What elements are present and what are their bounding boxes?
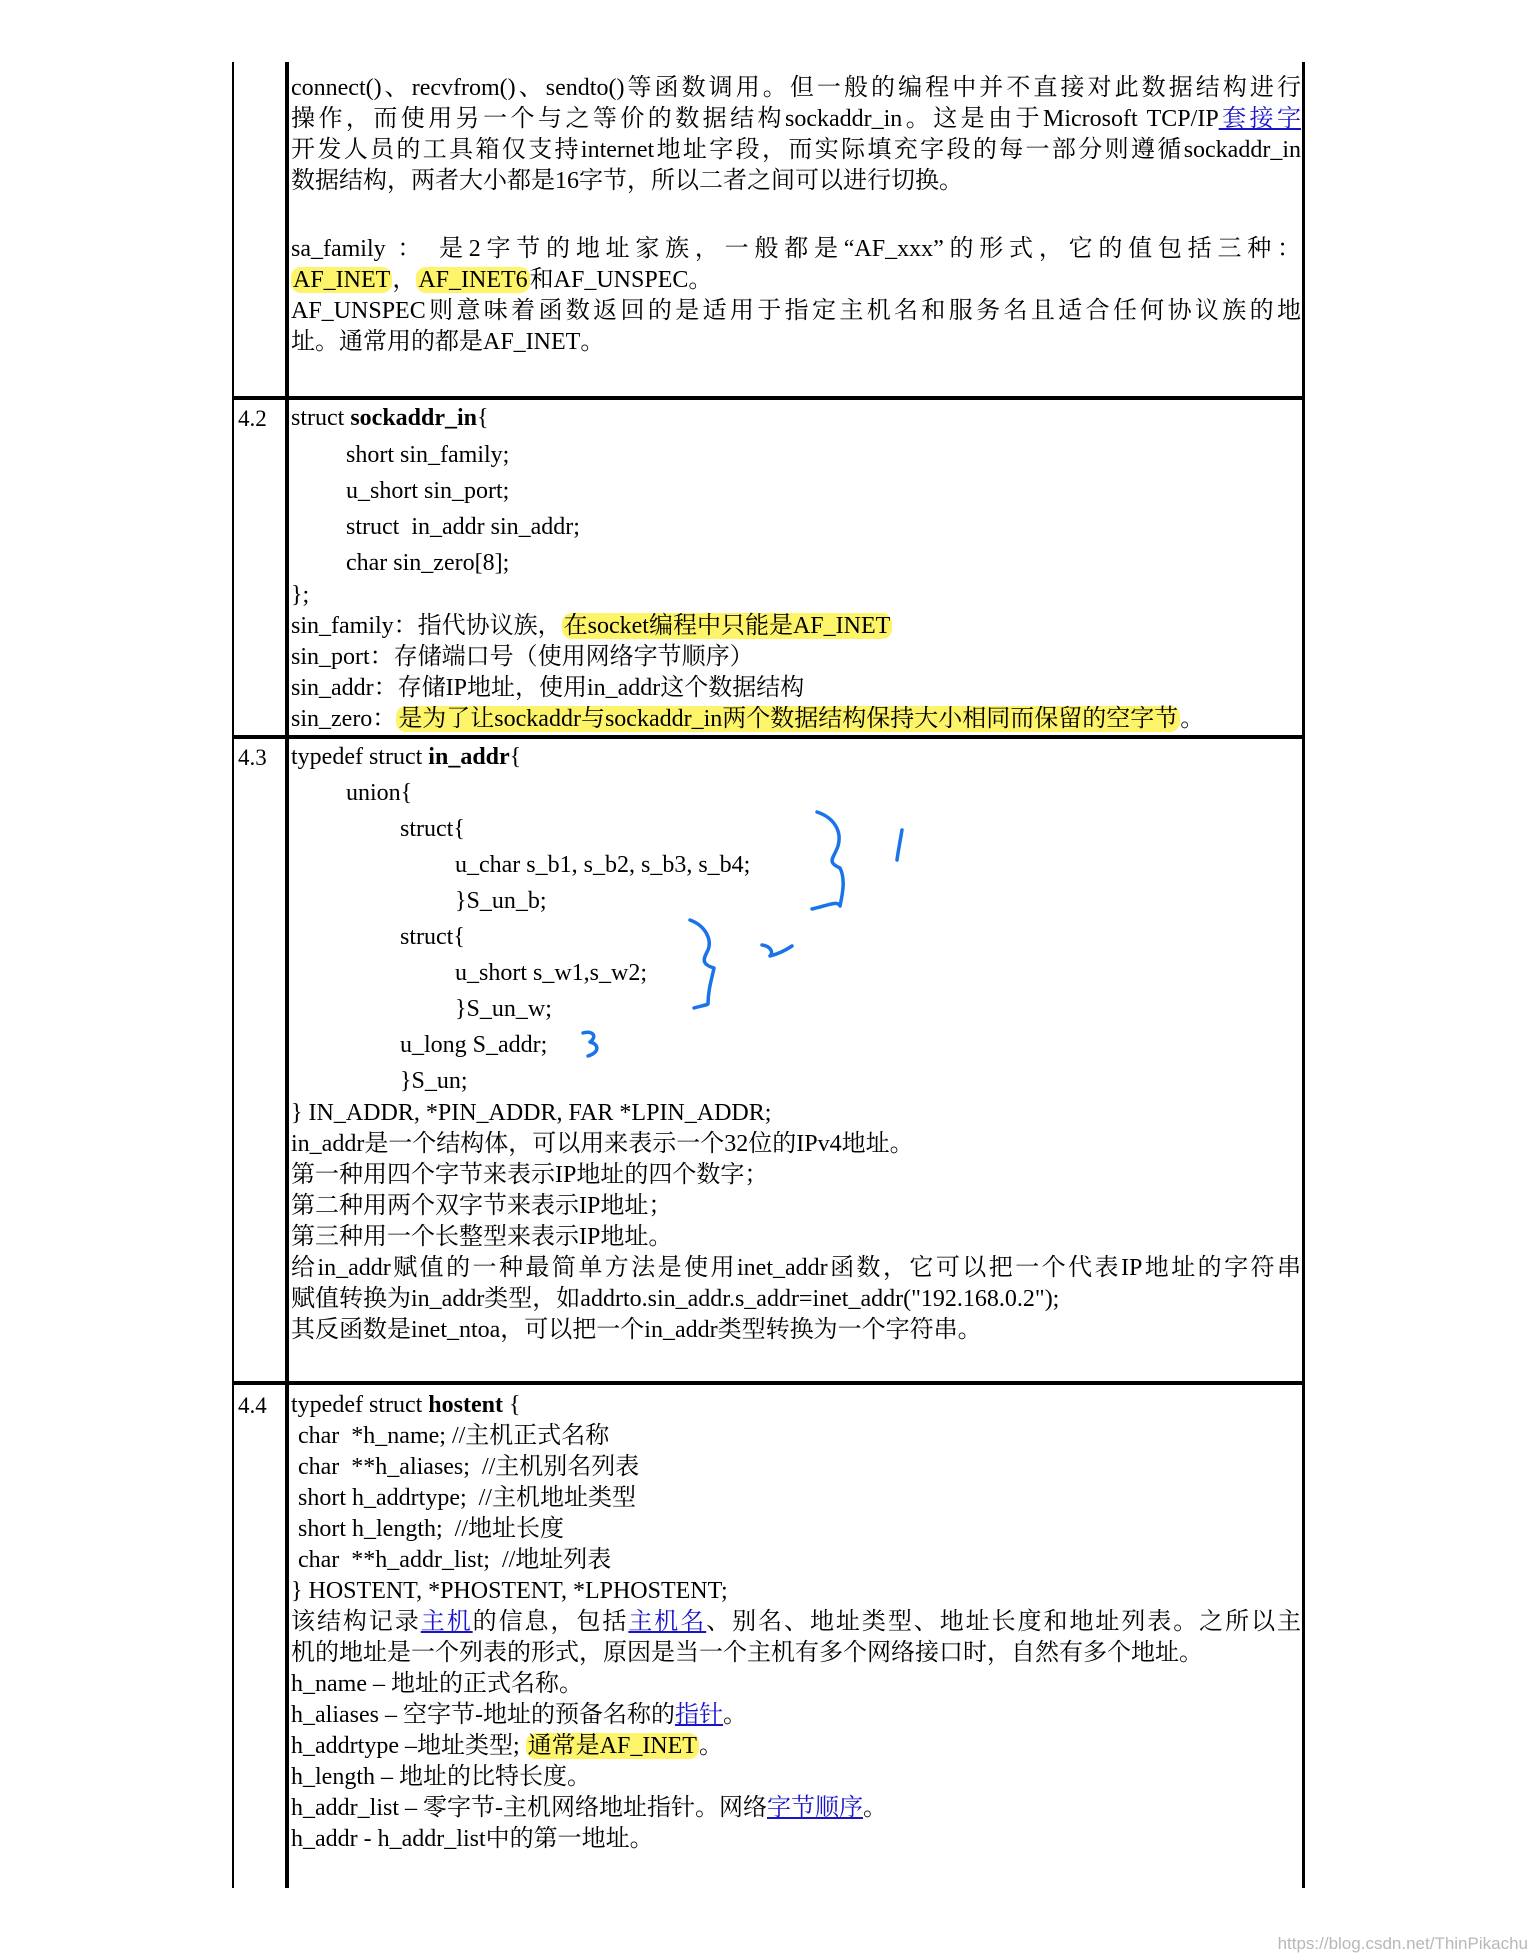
struct-field: u_long S_addr; xyxy=(400,1032,548,1058)
struct-field: char *h_name; //主机正式名称 xyxy=(298,1423,610,1449)
desc-line: 第一种用四个字节来表示IP地址的四个数字； xyxy=(291,1162,769,1188)
struct-close: }; xyxy=(291,582,310,608)
pointer-link[interactable]: 指针 xyxy=(674,1702,723,1728)
desc-line: 赋值转换为in_addr类型，如addrto.sin_addr.s_addr=inet_addr("192.168.0.2"); xyxy=(291,1286,1060,1312)
sa-family-line: sa_family ： 是2字节的地址家族，一般都是“AF_xxx”的形式，它的值包括三种： xyxy=(291,236,1301,262)
struct-close: }S_un_w; xyxy=(455,996,552,1022)
byte-order-link[interactable]: 字节顺序 xyxy=(766,1795,863,1821)
handwritten-two-icon xyxy=(762,945,792,956)
handwritten-one-icon xyxy=(897,830,902,860)
struct-open: struct{ xyxy=(400,816,465,842)
brace-union-w-icon xyxy=(690,920,714,1008)
desc-line: 机的地址是一个列表的形式，原因是当一个主机有多个网络接口时，自然有多个地址。 xyxy=(291,1640,1203,1666)
union-close: }S_un; xyxy=(400,1068,468,1094)
row-divider-4-4 xyxy=(232,1381,1305,1385)
struct-close: }S_un_b; xyxy=(455,888,547,914)
desc-line: 其反函数是inet_ntoa，可以把一个in_addr类型转换为一个字符串。 xyxy=(291,1317,982,1343)
struct-close: } HOSTENT, *PHOSTENT, *LPHOSTENT; xyxy=(291,1578,728,1604)
sin-addr-desc: sin_addr：存储IP地址，使用in_addr这个数据结构 xyxy=(291,675,805,701)
sin-port-desc: sin_port：存储端口号（使用网络字节顺序） xyxy=(291,644,754,670)
sin-family-desc: sin_family：指代协议族，在socket编程中只能是AF_INET xyxy=(291,613,891,639)
h-aliases-desc: h_aliases – 空字节-地址的预备名称的指针。 xyxy=(291,1702,747,1728)
struct-name: hostent xyxy=(428,1392,503,1418)
h-addr-desc: h_addr - h_addr_list中的第一地址。 xyxy=(291,1826,654,1852)
af-values-line: AF_INET，AF_INET6和AF_UNSPEC。 xyxy=(293,267,713,293)
struct-header: struct sockaddr_in{ xyxy=(291,405,489,431)
struct-field: char **h_aliases; //主机别名列表 xyxy=(298,1454,640,1480)
typedef-close: } IN_ADDR, *PIN_ADDR, FAR *LPIN_ADDR; xyxy=(291,1100,772,1126)
h-addr-list-desc: h_addr_list – 零字节-主机网络地址指针。网络字节顺序。 xyxy=(291,1795,887,1821)
union-open: union{ xyxy=(346,780,413,806)
paragraph-line: 操作，而使用另一个与之等价的数据结构sockaddr_in。这是由于Microsoft TCP/IP套接字 xyxy=(291,106,1302,132)
h-name-desc: h_name – 地址的正式名称。 xyxy=(291,1671,583,1697)
struct-name: in_addr xyxy=(428,744,510,770)
struct-open: struct{ xyxy=(400,924,465,950)
struct-name: sockaddr_in xyxy=(350,405,478,431)
socket-link[interactable]: 套接字 xyxy=(1218,106,1302,132)
struct-field: char sin_zero[8]; xyxy=(346,550,510,576)
table-right-border xyxy=(1302,62,1305,1888)
struct-header: typedef struct in_addr{ xyxy=(291,744,522,770)
watermark: https://blog.csdn.net/ThinPikachu xyxy=(1277,1934,1528,1953)
section-number: 4.4 xyxy=(238,1393,267,1418)
hostname-link[interactable]: 主机名 xyxy=(628,1609,707,1635)
row-divider-4-3 xyxy=(232,735,1305,739)
struct-field: struct in_addr sin_addr; xyxy=(346,514,580,540)
table-left-border xyxy=(232,62,234,1888)
sin-zero-desc: sin_zero：是为了让sockaddr与sockaddr_in两个数据结构保持大小相同而保留的空字节。 xyxy=(291,706,1205,732)
paragraph-line: connect()、recvfrom()、sendto()等函数调用。但一般的编程中并不直接对此数据结构进行 xyxy=(291,75,1301,101)
paragraph-line: 址。通常用的都是AF_INET。 xyxy=(291,329,605,355)
host-link[interactable]: 主机 xyxy=(420,1609,473,1635)
desc-line: 该结构记录主机的信息，包括主机名、别名、地址类型、地址长度和地址列表。之所以主 xyxy=(291,1609,1302,1635)
highlight-h-addrtype: 通常是AF_INET xyxy=(527,1733,697,1759)
struct-field: char **h_addr_list; //地址列表 xyxy=(298,1547,612,1573)
h-addrtype-desc: h_addrtype –地址类型; 通常是AF_INET。 xyxy=(291,1733,723,1759)
highlight-af-inet: AF_INET xyxy=(293,267,391,293)
struct-field: short h_length; //地址长度 xyxy=(298,1516,564,1542)
table-column-divider xyxy=(285,62,289,1888)
h-length-desc: h_length – 地址的比特长度。 xyxy=(291,1764,591,1790)
highlight-sin-family: 在socket编程中只能是AF_INET xyxy=(563,613,891,639)
handwritten-three-icon xyxy=(583,1032,597,1056)
row-divider-4-2 xyxy=(232,396,1305,400)
struct-field: u_short s_w1,s_w2; xyxy=(455,960,648,986)
struct-field: u_char s_b1, s_b2, s_b3, s_b4; xyxy=(455,852,751,878)
struct-field: short h_addrtype; //主机地址类型 xyxy=(298,1485,636,1511)
brace-union-b-icon xyxy=(812,812,843,909)
highlight-sin-zero: 是为了让sockaddr与sockaddr_in两个数据结构保持大小相同而保留的空字节 xyxy=(398,706,1179,732)
struct-field: u_short sin_port; xyxy=(346,478,510,504)
highlight-af-inet6: AF_INET6 xyxy=(418,267,528,293)
desc-line: 第二种用两个双字节来表示IP地址； xyxy=(291,1193,673,1219)
struct-field: short sin_family; xyxy=(346,442,510,468)
paragraph-line: AF_UNSPEC则意味着函数返回的是适用于指定主机名和服务名且适合任何协议族的地 xyxy=(291,298,1301,324)
paragraph-line: 开发人员的工具箱仅支持internet地址字段，而实际填充字段的每一部分则遵循sockaddr_in xyxy=(291,137,1301,163)
desc-line: 第三种用一个长整型来表示IP地址。 xyxy=(291,1224,673,1250)
struct-header: typedef struct hostent { xyxy=(291,1392,521,1418)
section-number: 4.2 xyxy=(238,406,267,431)
desc-line: 给in_addr赋值的一种最简单方法是使用inet_addr函数，它可以把一个代表IP地址的字符串 xyxy=(291,1255,1301,1281)
paragraph-line: 数据结构，两者大小都是16字节，所以二者之间可以进行切换。 xyxy=(291,168,963,194)
section-number: 4.3 xyxy=(238,745,267,770)
desc-line: in_addr是一个结构体，可以用来表示一个32位的IPv4地址。 xyxy=(291,1131,914,1157)
